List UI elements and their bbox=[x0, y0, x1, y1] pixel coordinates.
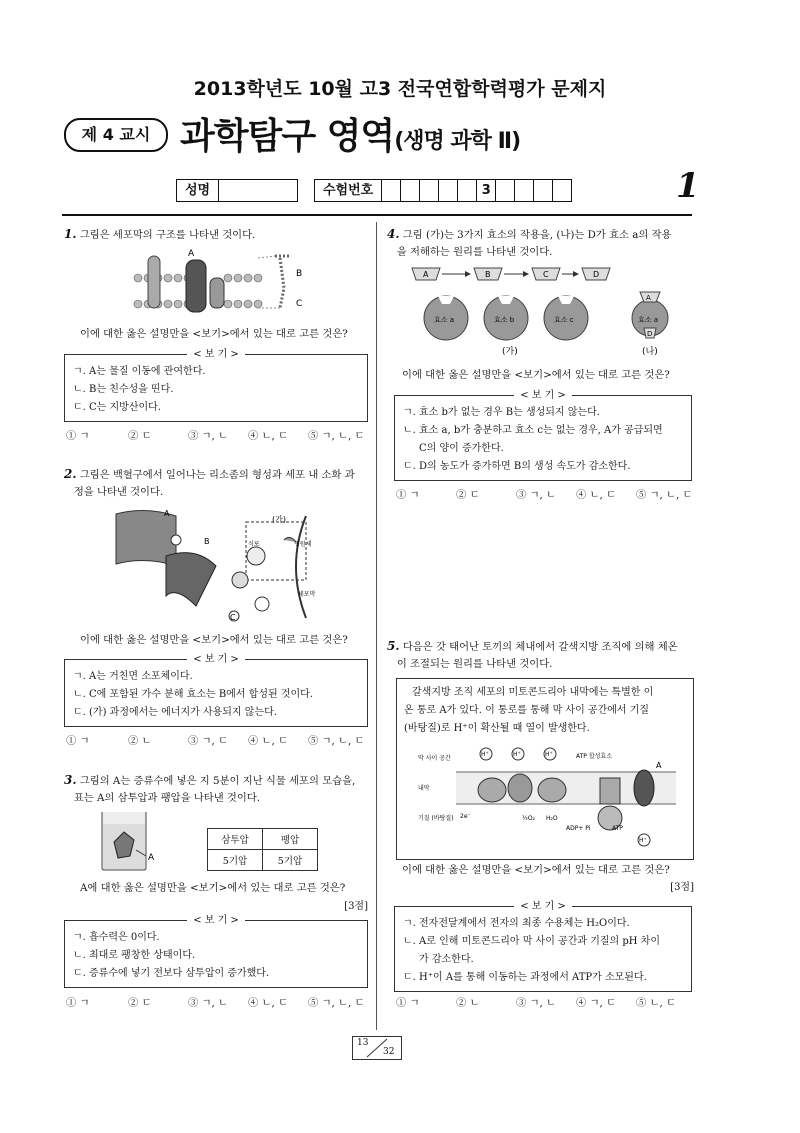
question-5-passage bbox=[404, 684, 686, 738]
choice-3[interactable]: ③ ㄱ, ㄴ bbox=[516, 489, 557, 501]
question-3-choices bbox=[66, 994, 372, 1009]
bogi-title: < 보 기 > bbox=[187, 915, 245, 926]
label-c: C bbox=[296, 299, 303, 309]
question-4-bogi bbox=[394, 390, 692, 481]
question-1-ask: 이에 대한 옳은 설명만을 <보기>에서 있는 대로 고른 것은? bbox=[80, 328, 348, 340]
choice-4[interactable]: ④ ㄴ, ㄷ bbox=[576, 489, 617, 501]
top-rule bbox=[62, 214, 692, 216]
choice-2[interactable]: ② ㄷ bbox=[128, 997, 152, 1009]
choice-3[interactable]: ③ ㄱ, ㄴ bbox=[188, 430, 229, 442]
label-electrons: 2e⁻ bbox=[460, 813, 471, 820]
substrate-a: A bbox=[423, 270, 429, 279]
choice-4[interactable]: ④ ㄴ, ㄷ bbox=[248, 997, 289, 1009]
substrate-c: C bbox=[543, 270, 549, 279]
table-header: 삼투압 bbox=[208, 829, 263, 850]
choice-2[interactable]: ② ㄴ bbox=[456, 997, 480, 1009]
q1-item-2: ㄴ. B는 친수성을 띤다. bbox=[73, 384, 174, 395]
exam-digit[interactable] bbox=[534, 180, 553, 201]
q4-item-1: ㄱ. 효소 b가 없는 경우 B는 생성되지 않는다. bbox=[403, 407, 600, 418]
q5-item-2: ㄴ. A로 인해 미토콘드리아 막 사이 공간과 기질의 pH 차이 bbox=[403, 936, 660, 947]
label-a: A bbox=[164, 509, 170, 518]
mitochondria-figure bbox=[416, 744, 686, 850]
label-membrane: 세포막 bbox=[298, 591, 316, 598]
bogi-title: < 보 기 > bbox=[514, 901, 572, 912]
label-h2o: H₂O bbox=[546, 815, 558, 822]
question-2-ask: 이에 대한 옳은 설명만을 <보기>에서 있는 대로 고른 것은? bbox=[80, 634, 348, 646]
q1-item-3: ㄷ. C는 지방산이다. bbox=[73, 402, 161, 413]
exam-number-label: 수험번호 bbox=[315, 180, 382, 201]
name-label: 성명 bbox=[177, 180, 219, 201]
question-1-bogi bbox=[64, 349, 368, 422]
q5-item-2-cont: 가 감소한다. bbox=[419, 954, 474, 965]
question-3-stem: 3. 그림의 A는 증류수에 넣은 지 5분이 지난 식물 세포의 모습을, 표는 A의 삼투압과 팽압을 나타낸 것이다. bbox=[64, 773, 356, 804]
question-5-ask: 이에 대한 옳은 설명만을 <보기>에서 있는 대로 고른 것은? bbox=[402, 864, 670, 876]
label-matrix: 기질 (바탕질) bbox=[418, 815, 454, 822]
footer-page-indicator bbox=[352, 1036, 402, 1060]
lysosome-figure bbox=[106, 506, 326, 624]
question-3-bogi bbox=[64, 915, 368, 988]
subject-sub: (생명 과학 Ⅱ) bbox=[394, 129, 521, 154]
exam-digit[interactable] bbox=[420, 180, 439, 201]
table-header: 팽압 bbox=[263, 829, 318, 850]
exam-digit[interactable] bbox=[515, 180, 534, 201]
choice-4[interactable]: ④ ㄴ, ㄷ bbox=[248, 430, 289, 442]
enzyme-figure bbox=[410, 262, 690, 358]
session-badge: 제 4 교시 bbox=[64, 118, 168, 152]
label-ga: (가) bbox=[272, 515, 286, 524]
beaker-figure bbox=[96, 810, 166, 872]
label-intermembrane: 막 사이 공간 bbox=[418, 755, 451, 762]
pressure-table bbox=[207, 828, 318, 871]
footer-total-pages: 32 bbox=[383, 1047, 395, 1057]
q4-item-3: ㄷ. D의 농도가 증가하면 B의 생성 속도가 감소한다. bbox=[403, 461, 631, 472]
exam-digit[interactable] bbox=[553, 180, 571, 201]
page-number: 1 bbox=[676, 166, 700, 206]
question-5-stem: 5. 다음은 갓 태어난 토끼의 체내에서 갈색지방 조직에 의해 체온 이 조절되는 원리를 나타낸 것이다. bbox=[387, 639, 678, 670]
label-food-vacuole: 식포 bbox=[248, 541, 260, 548]
bogi-title: < 보 기 > bbox=[187, 349, 245, 360]
choice-1[interactable]: ① ㄱ bbox=[66, 997, 90, 1009]
inhibitor-d: D bbox=[647, 330, 653, 338]
label-a: A bbox=[148, 853, 155, 863]
q3-item-3: ㄷ. 증류수에 넣기 전보다 삼투압이 증가했다. bbox=[73, 968, 270, 979]
substrate-d: D bbox=[593, 270, 600, 279]
choice-2[interactable]: ② ㄷ bbox=[128, 430, 152, 442]
exam-digit[interactable] bbox=[458, 180, 477, 201]
subject-main: 과학탐구 영역 bbox=[180, 116, 395, 157]
h-ion: H⁺ bbox=[639, 837, 647, 844]
exam-digit[interactable] bbox=[439, 180, 458, 201]
label-atp-synthase: ATP 합성효소 bbox=[576, 753, 613, 760]
label-atp: ATP bbox=[612, 825, 623, 832]
subject-title bbox=[180, 108, 520, 159]
choice-1[interactable]: ① ㄱ bbox=[66, 735, 90, 747]
substrate-b: B bbox=[485, 270, 491, 279]
exam-title: 2013학년도 10월 고3 전국연합학력평가 문제지 bbox=[193, 78, 607, 100]
q5-item-1: ㄱ. 전자전달계에서 전자의 최종 수용체는 H₂O이다. bbox=[403, 918, 630, 929]
table-cell: 5기압 bbox=[208, 850, 263, 871]
q3-item-1: ㄱ. 흡수력은 0이다. bbox=[73, 932, 160, 943]
choice-1[interactable]: ① ㄱ bbox=[396, 489, 420, 501]
choice-1[interactable]: ① ㄱ bbox=[66, 430, 90, 442]
h-ion: H⁺ bbox=[545, 751, 553, 758]
choice-5[interactable]: ⑤ ㄱ, ㄴ, ㄷ bbox=[308, 735, 365, 747]
question-4-ask: 이에 대한 옳은 설명만을 <보기>에서 있는 대로 고른 것은? bbox=[402, 369, 670, 381]
label-a: A bbox=[188, 249, 195, 259]
choice-3[interactable]: ③ ㄱ, ㄷ bbox=[188, 735, 229, 747]
exam-digit[interactable] bbox=[382, 180, 401, 201]
table-cell: 5기압 bbox=[263, 850, 318, 871]
question-2-bogi bbox=[64, 654, 368, 727]
question-4-stem: 4. 그림 (가)는 3가지 효소의 작용을, (나)는 D가 효소 a의 작용 을 저해하는 원리를 나타낸 것이다. bbox=[387, 227, 672, 258]
label-adp: ADP+ Pi bbox=[566, 825, 591, 832]
question-3-ask: A에 대한 옳은 설명만을 <보기>에서 있는 대로 고른 것은? bbox=[80, 882, 346, 894]
choice-3[interactable]: ③ ㄱ, ㄴ bbox=[516, 997, 557, 1009]
bogi-title: < 보 기 > bbox=[187, 654, 245, 665]
q4-item-2: ㄴ. 효소 a, b가 충분하고 효소 c는 없는 경우, A가 공급되면 bbox=[403, 425, 663, 436]
question-3-points: [3점] bbox=[344, 901, 368, 912]
choice-2[interactable]: ② ㄷ bbox=[456, 489, 480, 501]
label-a: A bbox=[656, 761, 662, 770]
question-5-points: [3점] bbox=[670, 882, 694, 893]
choice-4[interactable]: ④ ㄱ, ㄷ bbox=[576, 997, 617, 1009]
exam-digit[interactable] bbox=[496, 180, 515, 201]
enzyme-c-label: 효소 c bbox=[554, 316, 574, 324]
label-b: B bbox=[204, 537, 210, 546]
choice-1[interactable]: ① ㄱ bbox=[396, 997, 420, 1009]
q4-item-2-cont: C의 양이 증가한다. bbox=[419, 443, 504, 454]
q2-item-1: ㄱ. A는 거친면 소포체이다. bbox=[73, 671, 193, 682]
q1-item-1: ㄱ. A는 물질 이동에 관여한다. bbox=[73, 366, 206, 377]
q2-item-2: ㄴ. C에 포함된 가수 분해 효소는 B에서 합성된 것이다. bbox=[73, 689, 313, 700]
exam-digit[interactable] bbox=[401, 180, 420, 201]
label-inner-membrane: 내막 bbox=[418, 785, 430, 792]
column-divider bbox=[376, 222, 377, 1030]
choice-5[interactable]: ⑤ ㄱ, ㄴ, ㄷ bbox=[636, 489, 693, 501]
cell-membrane-figure bbox=[130, 248, 310, 318]
q5-item-3: ㄷ. H⁺이 A를 통해 이동하는 과정에서 ATP가 소모된다. bbox=[403, 972, 647, 983]
label-c: C bbox=[230, 613, 236, 622]
question-5-bogi bbox=[394, 901, 692, 992]
passage-line: 온 통로 A가 있다. 이 통로를 통해 막 사이 공간에서 기질 bbox=[404, 705, 650, 716]
label-o2: ½O₂ bbox=[522, 815, 535, 822]
question-2-stem: 2. 그림은 백혈구에서 일어나는 리소좀의 형성과 세포 내 소화 과 정을 나타낸 것이다. bbox=[64, 467, 355, 498]
exam-number-box bbox=[314, 179, 572, 202]
question-4-choices bbox=[396, 486, 702, 501]
h-ion: H⁺ bbox=[513, 751, 521, 758]
caption-ga: (가) bbox=[502, 347, 518, 357]
question-5-choices bbox=[396, 994, 702, 1009]
enzyme-a-inhibited-label: 효소 a bbox=[638, 316, 659, 324]
passage-line: (바탕질)로 H⁺이 확산될 때 열이 발생한다. bbox=[404, 723, 590, 734]
q3-item-2: ㄴ. 최대로 팽창한 상태이다. bbox=[73, 950, 196, 961]
choice-3[interactable]: ③ ㄱ, ㄴ bbox=[188, 997, 229, 1009]
question-2-choices bbox=[66, 732, 372, 747]
name-box bbox=[176, 179, 298, 202]
label-b: B bbox=[296, 269, 303, 279]
choice-5[interactable]: ⑤ ㄴ, ㄷ bbox=[636, 997, 677, 1009]
enzyme-b-label: 효소 b bbox=[494, 316, 515, 324]
enzyme-a-label: 효소 a bbox=[434, 316, 455, 324]
h-ion: H⁺ bbox=[481, 751, 489, 758]
choice-2[interactable]: ② ㄴ bbox=[128, 735, 152, 747]
q2-item-3: ㄷ. (가) 과정에서는 에너지가 사용되지 않는다. bbox=[73, 707, 277, 718]
passage-line: 갈색지방 조직 세포의 미토콘드리아 내막에는 특별한 이 bbox=[412, 687, 654, 698]
bogi-title: < 보 기 > bbox=[514, 390, 572, 401]
question-1-stem: 1. 그림은 세포막의 구조를 나타낸 것이다. bbox=[64, 227, 256, 241]
question-1-choices bbox=[66, 427, 372, 442]
label-pathogen: 병원체 bbox=[294, 541, 312, 548]
choice-4[interactable]: ④ ㄴ, ㄷ bbox=[248, 735, 289, 747]
bound-substrate-a: A bbox=[646, 294, 651, 302]
name-field[interactable] bbox=[219, 180, 297, 201]
exam-digit-fixed: 3 bbox=[477, 180, 496, 201]
choice-5[interactable]: ⑤ ㄱ, ㄴ, ㄷ bbox=[308, 997, 365, 1009]
choice-5[interactable]: ⑤ ㄱ, ㄴ, ㄷ bbox=[308, 430, 365, 442]
footer-current-page: 13 bbox=[357, 1038, 369, 1048]
caption-na: (나) bbox=[642, 347, 658, 357]
